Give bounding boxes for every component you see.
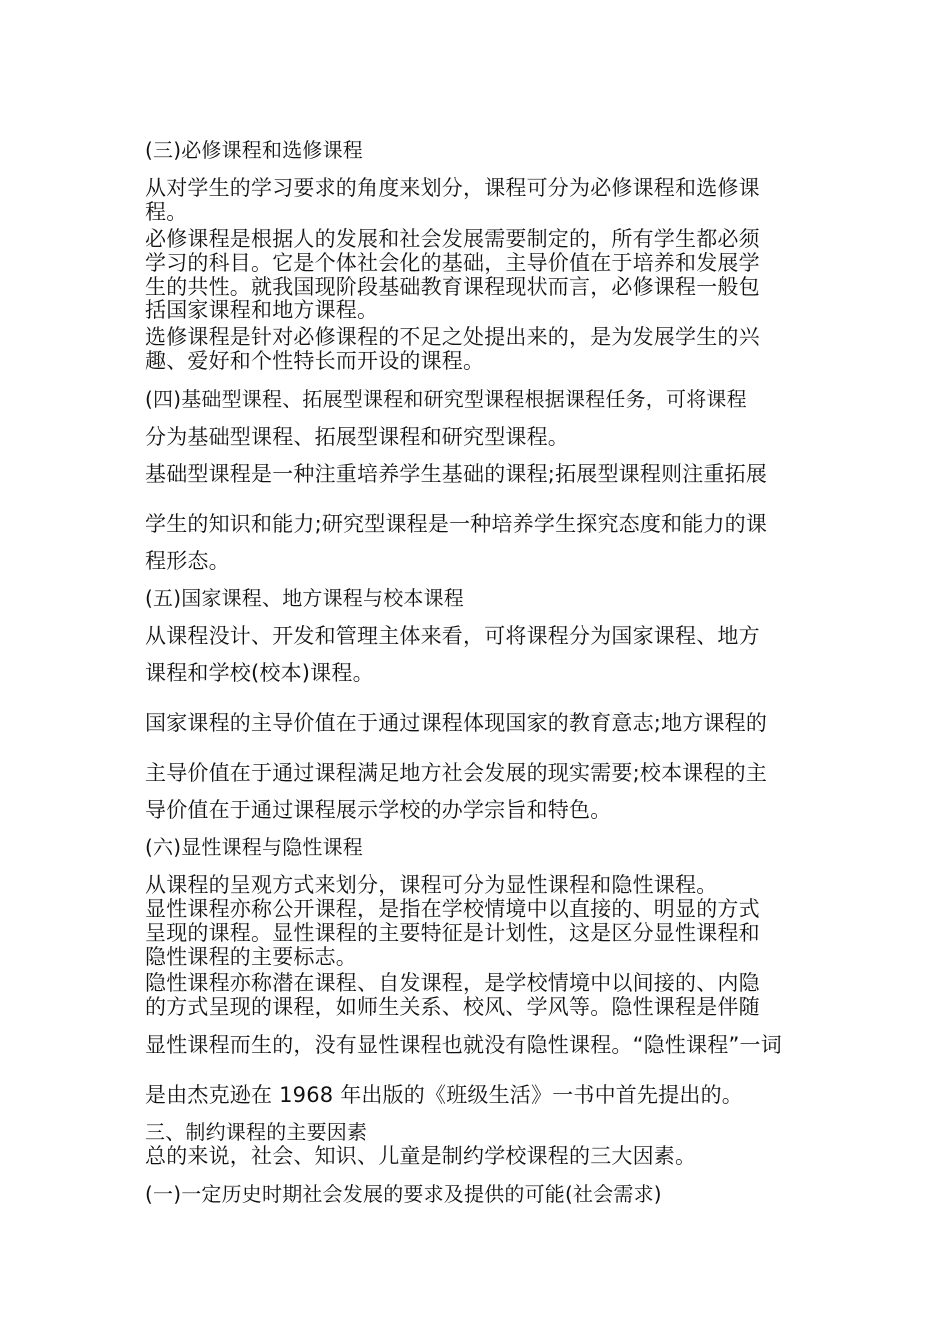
paragraph-line: 显性课程而生的，没有显性课程也就没有隐性课程。“隐性课程”一词 bbox=[145, 1033, 782, 1057]
paragraph-line: 是由杰克逊在 1968 年出版的《班级生活》一书中首先提出的。 bbox=[145, 1083, 743, 1107]
paragraph-line: 生的共性。就我国现阶段基础教育课程现状而言，必修课程一般包 bbox=[145, 275, 760, 299]
paragraph-line: 课程和学校(校本)课程。 bbox=[145, 661, 374, 685]
section-heading-social-needs: (一)一定历史时期社会发展的要求及提供的可能(社会需求) bbox=[145, 1182, 662, 1206]
section-heading-explicit-implicit: (六)显性课程与隐性课程 bbox=[145, 835, 364, 859]
paragraph-line: 括国家课程和地方课程。 bbox=[145, 298, 379, 322]
paragraph-line: 程。 bbox=[145, 200, 188, 224]
paragraph-line: 必修课程是根据人的发展和社会发展需要制定的，所有学生都必须 bbox=[145, 227, 760, 251]
paragraph-line: 从对学生的学习要求的角度来划分，课程可分为必修课程和选修课 bbox=[145, 176, 760, 200]
paragraph-line: 国家课程的主导价值在于通过课程体现国家的教育意志;地方课程的 bbox=[145, 711, 768, 735]
paragraph-line: 导价值在于通过课程展示学校的办学宗旨和特色。 bbox=[145, 798, 612, 822]
paragraph-line: 从课程的呈观方式来划分，课程可分为显性课程和隐性课程。 bbox=[145, 873, 718, 897]
paragraph-line: 趣、爱好和个性特长而开设的课程。 bbox=[145, 349, 485, 373]
paragraph-line: 选修课程是针对必修课程的不足之处提出来的，是为发展学生的兴 bbox=[145, 325, 760, 349]
section-heading-national-local-school: (五)国家课程、地方课程与校本课程 bbox=[145, 586, 465, 610]
paragraph-line: 主导价值在于通过课程满足地方社会发展的现实需要;校本课程的主 bbox=[145, 761, 768, 785]
paragraph-line: 显性课程亦称公开课程，是指在学校情境中以直接的、明显的方式 bbox=[145, 897, 760, 921]
section-heading-required-elective: (三)必修课程和选修课程 bbox=[145, 138, 364, 162]
paragraph-line: 分为基础型课程、拓展型课程和研究型课程。 bbox=[145, 425, 569, 449]
section-heading-constraining-factors: 三、制约课程的主要因素 bbox=[145, 1120, 368, 1144]
paragraph-line: 呈现的课程。显性课程的主要特征是计划性，这是区分显性课程和 bbox=[145, 921, 760, 945]
paragraph-line: 学生的知识和能力;研究型课程是一种培养学生探究态度和能力的课 bbox=[145, 512, 768, 536]
paragraph-line: 的方式呈现的课程，如师生关系、校风、学风等。隐性课程是伴随 bbox=[145, 995, 760, 1019]
paragraph-line: 隐性课程亦称潜在课程、自发课程，是学校情境中以间接的、内隐 bbox=[145, 971, 760, 995]
paragraph-line: 学习的科目。它是个体社会化的基础，主导价值在于培养和发展学 bbox=[145, 251, 760, 275]
paragraph-line: 从课程没计、开发和管理主体来看，可将课程分为国家课程、地方 bbox=[145, 624, 760, 648]
paragraph-line: 隐性课程的主要标志。 bbox=[145, 945, 357, 969]
section-heading-course-types: (四)基础型课程、拓展型课程和研究型课程根据课程任务，可将课程 bbox=[145, 387, 747, 411]
paragraph-line: 基础型课程是一种注重培养学生基础的课程;拓展型课程则注重拓展 bbox=[145, 462, 768, 486]
paragraph-line: 程形态。 bbox=[145, 549, 230, 573]
paragraph-line: 总的来说，社会、知识、儿童是制约学校课程的三大因素。 bbox=[145, 1144, 697, 1168]
